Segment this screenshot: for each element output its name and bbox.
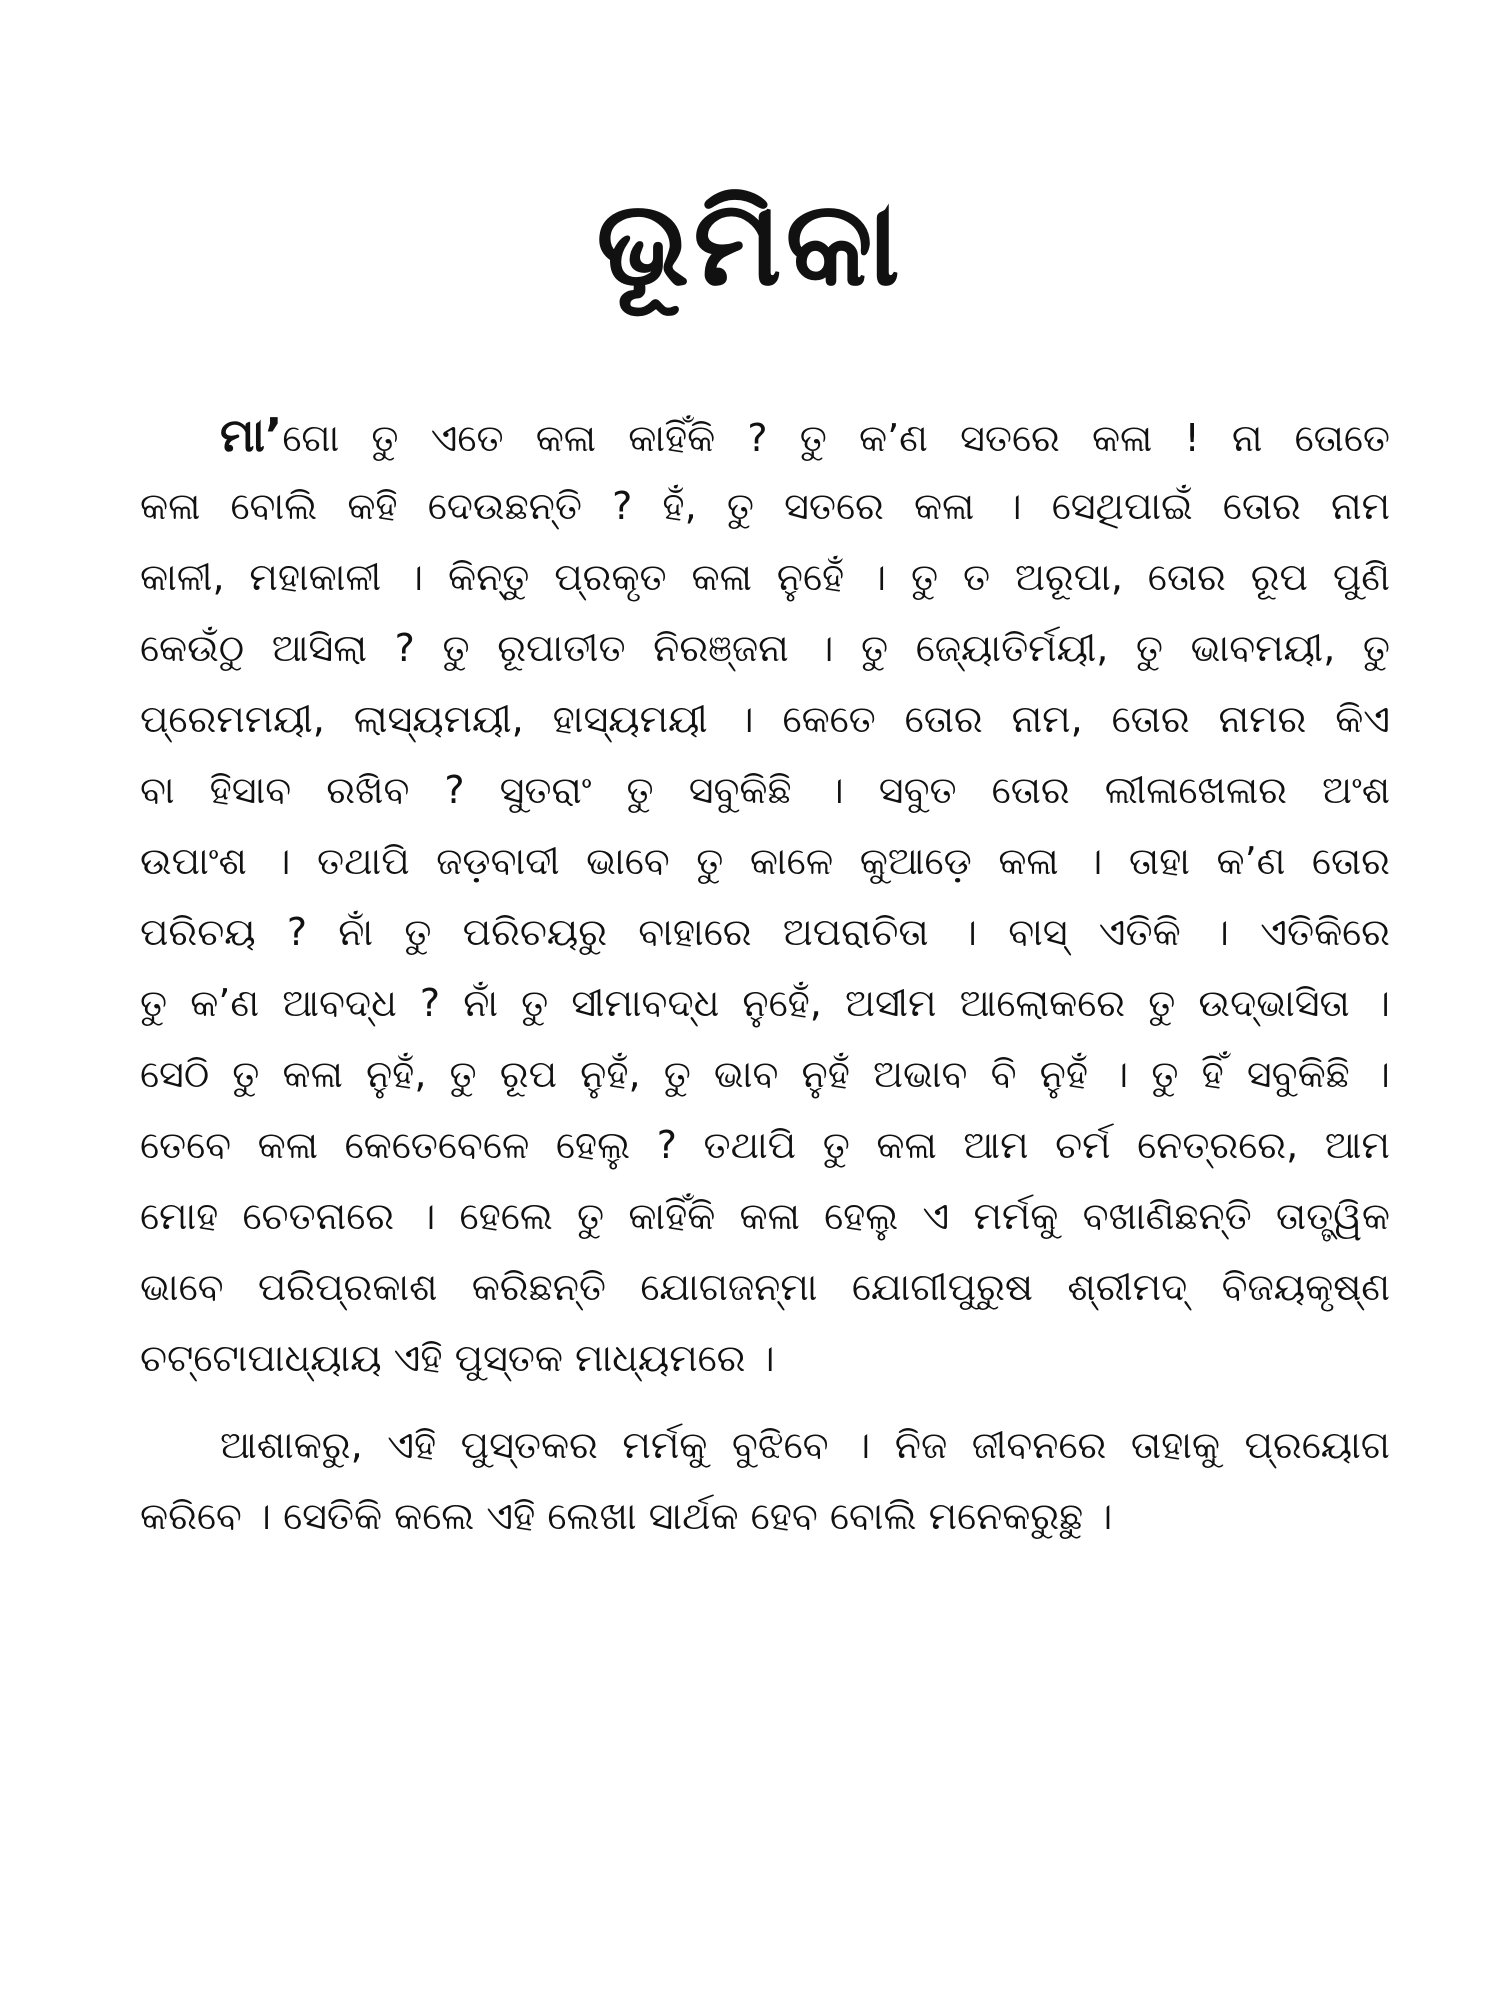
paragraph-1-line: ତୁ କ’ଣ ଆବଦ୍ଧ ? ନାଁ ତୁ ସୀମାବଦ୍ଧ ନୁହେଁ, ଅସୀମ ଆଲୋକରେ ତୁ ଉଦ୍‌ଭାସିତା ।	[140, 981, 1390, 1025]
paragraph-1-last-line: ଚଟ୍ଟୋପାଧ୍ୟାୟ ଏହି ପୁସ୍ତକ ମାଧ୍ୟମରେ ।	[140, 1336, 775, 1380]
paragraph-1-line: ସେଠି ତୁ କଳା ନୁହଁ, ତୁ ରୂପ ନୁହଁ, ତୁ ଭାବ ନୁହଁ ଅଭାବ ବି ନୁହଁ । ତୁ ହିଁ ସବୁକିଛି ।	[140, 1052, 1390, 1096]
paragraph-1-line: ତେବେ କଳା କେତେବେଳେ ହେଲୁ ? ତଥାପି ତୁ କଳା ଆମ ଚର୍ମ ନେତ୍ରରେ, ଆମ	[140, 1123, 1390, 1167]
lead-word: ମା’	[220, 408, 283, 462]
paragraph-1-line: କଳା ବୋଲି କହି ଦେଉଛନ୍ତି ? ହଁ, ତୁ ସତରେ କଳା । ସେଥିପାଇଁ ତୋର ନାମ	[140, 484, 1390, 528]
paragraph-1-line: ମୋହ ଚେତନାରେ । ହେଲେ ତୁ କାହିଁକି କଳା ହେଲୁ ଏ ମର୍ମକୁ ବଖାଣିଛନ୍ତି ତାତ୍ତ୍ୱିକ	[140, 1194, 1390, 1238]
paragraph-2-line-1: ଆଶାକରୁ, ଏହି ପୁସ୍ତକର ମର୍ମକୁ ବୁଝିବେ । ନିଜ ଜୀବନରେ ତାହାକୁ ପ୍ରୟୋଗ	[220, 1423, 1390, 1467]
paragraph-gap	[140, 1394, 1390, 1410]
paragraph-1-line-1	[140, 400, 1390, 471]
paragraph-1-line: ପରିଚୟ ? ନାଁ ତୁ ପରିଚୟରୁ ବାହାରେ ଅପରାଚିତା । ବାସ୍ ଏତିକି । ଏତିକିରେ	[140, 910, 1390, 954]
paragraph-1-line-1-text: ଗୋ ତୁ ଏତେ କଳା କାହିଁକି ? ତୁ କ’ଣ ସତରେ କଳା ! ନା ତୋତେ	[282, 416, 1390, 460]
paragraph-1-line: ବା ହିସାବ ରଖିବ ? ସୁତରାଂ ତୁ ସବୁକିଛି । ସବୁତ ତୋର ଲୀଳାଖେଳାର ଅଂଶ	[140, 768, 1390, 812]
paragraph-1-line: କାଳୀ, ମହାକାଳୀ । କିନ୍ତୁ ପ୍ରକୃତ କଳା ନୁହେଁ । ତୁ ତ ଅରୂପା, ତୋର ରୂପ ପୁଣି	[140, 555, 1390, 599]
page-title: ଭୂମିକା	[596, 174, 904, 312]
paragraph-1-line: କେଉଁଠୁ ଆସିଲା ? ତୁ ରୂପାତୀତ ନିରଞ୍ଜନା । ତୁ ଜ୍ୟୋତିର୍ମୟୀ, ତୁ ଭାବମୟୀ, ତୁ	[140, 626, 1390, 670]
paragraph-2-last-line: କରିବେ । ସେତିକି କଲେ ଏହି ଲେଖା ସାର୍ଥକ ହେବ ବୋଲି ମନେକରୁଛୁ ।	[140, 1494, 1113, 1538]
paragraph-1-line: ଉପାଂଶ । ତଥାପି ଜଡ଼ବାଦୀ ଭାବେ ତୁ କାଳେ କୁଆଡ଼େ କଳା । ତାହା କ’ଣ ତୋର	[140, 839, 1390, 883]
paragraph-1-line: ପ୍ରେମମୟୀ, ଲାସ୍ୟମୟୀ, ହାସ୍ୟମୟୀ । କେତେ ତୋର ନାମ, ତୋର ନାମର କିଏ	[140, 697, 1390, 741]
preface-body	[140, 400, 1390, 1552]
paragraph-1-line: ଭାବେ ପରିପ୍ରକାଶ କରିଛନ୍ତି ଯୋଗଜନ୍ମା ଯୋଗୀପୁରୁଷ ଶ୍ରୀମଦ୍ ବିଜୟକୃଷ୍ଣ	[140, 1265, 1390, 1309]
